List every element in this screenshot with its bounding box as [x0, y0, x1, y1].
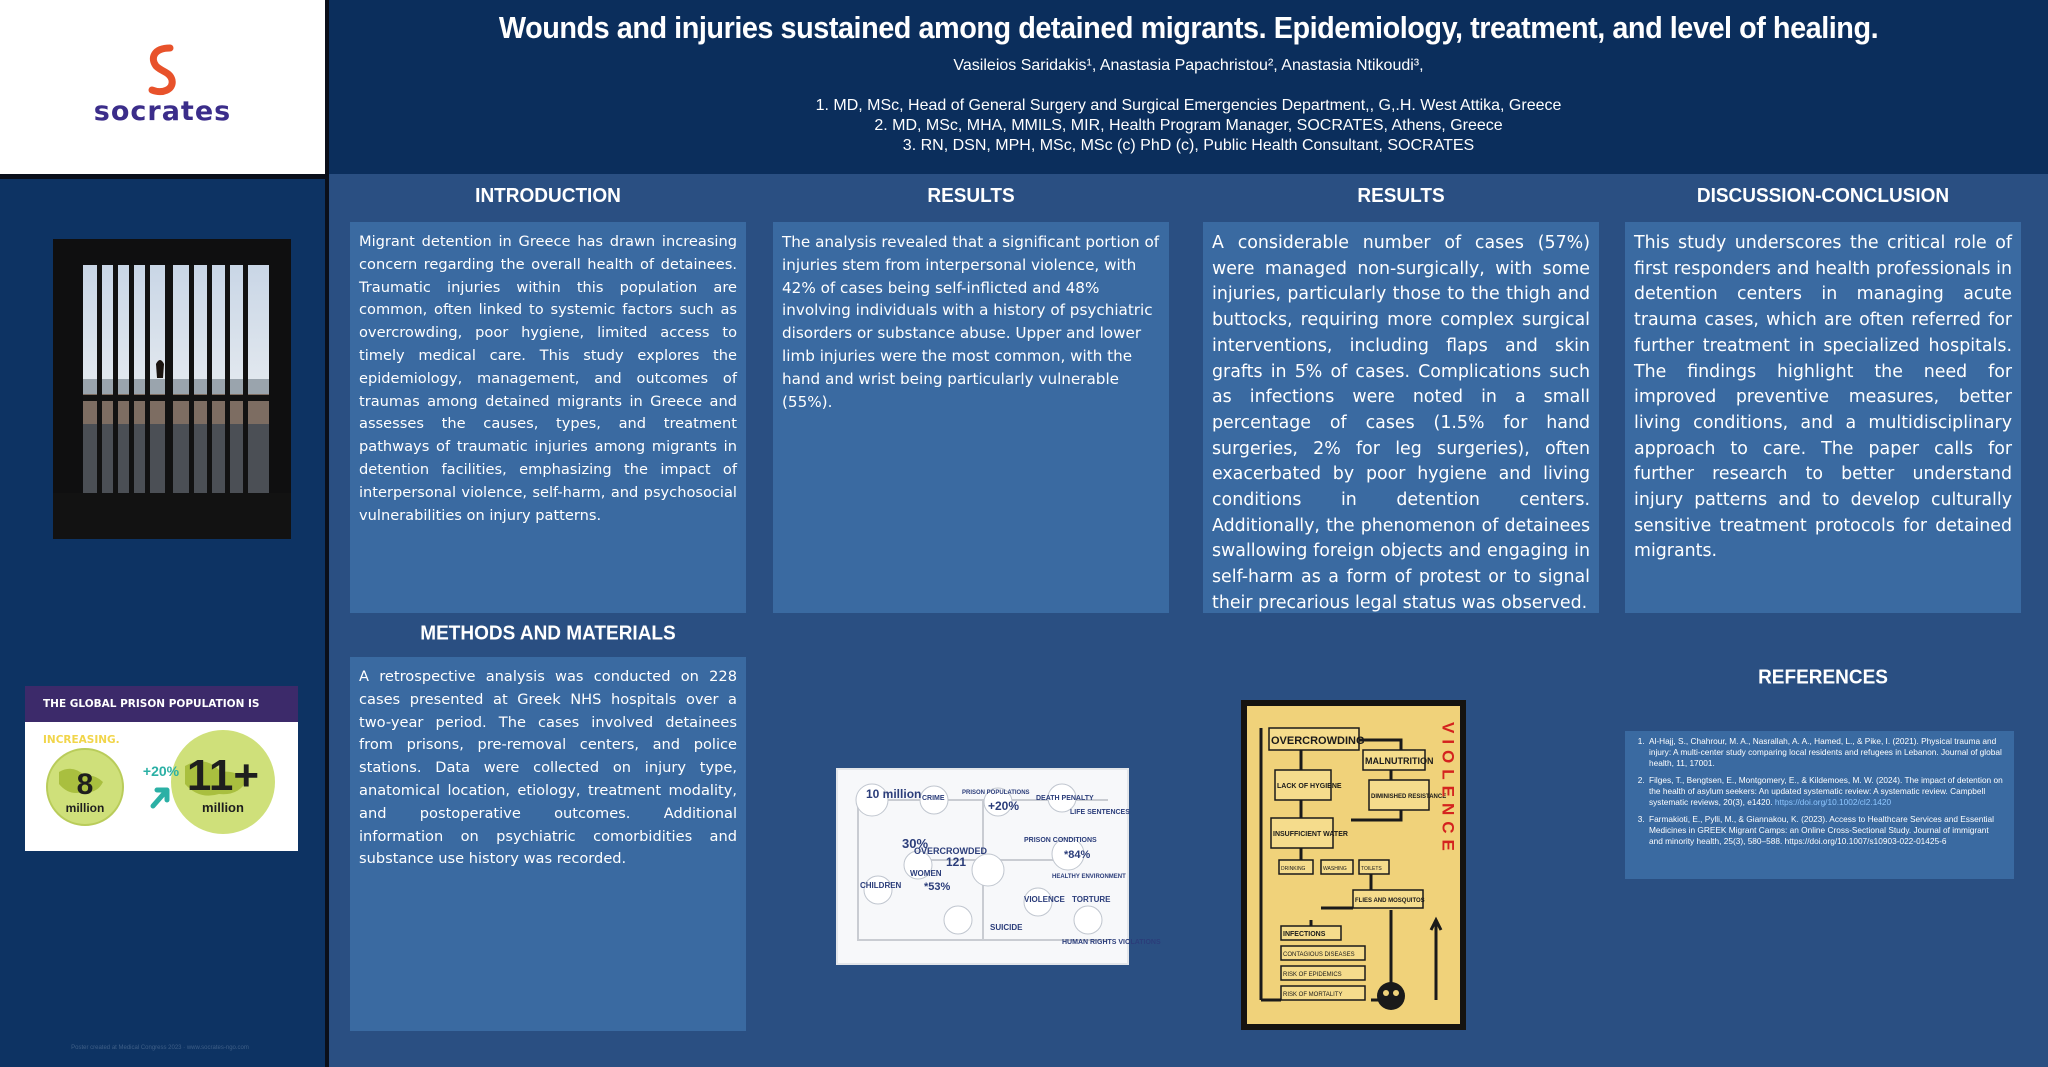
prison-population-infographic: [25, 686, 298, 851]
affiliation-1: 1. MD, MSc, Head of General Surgery and Surgical Emergencies Department,, G,.H. West Attika, Greece: [815, 97, 1562, 114]
info-121: 121: [946, 855, 967, 869]
after-value: 11+: [186, 751, 260, 800]
logo-panel: [0, 0, 325, 174]
poster-flies: FLIES AND MOSQUITOS: [1355, 898, 1425, 904]
references-list: [1647, 736, 2004, 853]
discussion-panel: [1625, 222, 2021, 613]
reference-item: 2. Filges, T., Bengtsen, E., Montgomery, E., & Kildemoes, M. W. (2024). The impact of detention on the health of asylum seekers: An updated systematic review: A systematic review. Campbell systematic reviews, 20(3), e1420. https://doi.org/10.1002/cl2.1420: [1647, 775, 2004, 808]
info-healthy-environment: HEALTHY ENVIRONMENT: [1052, 874, 1126, 880]
socrates-logo-icon: [140, 42, 184, 98]
info-53: *53%: [924, 881, 951, 893]
info-prison-conditions: PRISON CONDITIONS: [1024, 837, 1097, 844]
poster-risk-mortality: RISK OF MORTALITY: [1283, 992, 1343, 998]
introduction-panel: [350, 222, 746, 613]
info-torture: TORTURE: [1072, 895, 1111, 904]
results-text-1: The analysis revealed that a significant portion of injuries stem from interpersonal violence, with 42% of cases being self-inflicted and 48% involving individuals with a history of psychiatric disorders or substance abuse. Upper and lower limb injuries were the most common, with the hand and wrist being particularly vulnerable (55%).: [782, 233, 1160, 411]
poster-contagious: CONTAGIOUS DISEASES: [1283, 952, 1355, 958]
info-suicide: SUICIDE: [990, 923, 1023, 932]
globe-stats-graphic: [25, 722, 298, 851]
after-unit: million: [202, 800, 244, 815]
poster-lack-of-hygiene: LACK OF HYGIENE: [1277, 783, 1342, 790]
info-life-sentences: LIFE SENTENCES: [1070, 809, 1130, 816]
results-text-2: A considerable number of cases (57%) were managed non-surgically, with some injuries, particularly those to the thigh and buttocks, requiring more complex surgical interventions, including flaps and skin grafts in 5% of cases. Complications such as infections were noted in a small percentage of cases (1.5% for hand surgeries, 2% for leg surgeries), often exacerbated by poor hygiene and living conditions in detention centers. Additionally, the phenomenon of detainees swallowing foreign objects and engaging in self-harm as a form of protest or to signal their precarious legal status was observed.: [1212, 233, 1590, 613]
poster-header: [329, 0, 2048, 174]
info-prison-populations: PRISON POPULATIONS: [962, 790, 1030, 796]
logo-text: socrates: [93, 96, 232, 127]
divider-vertical: [325, 0, 329, 1067]
change-percent: +20%: [142, 763, 180, 779]
stat-heading: THE GLOBAL PRISON POPULATION IS INCREASING.: [25, 686, 298, 722]
prison-facts-infographic: [836, 768, 1161, 965]
introduction-heading: INTRODUCTION: [475, 185, 621, 208]
results-heading-2: RESULTS: [1357, 185, 1445, 208]
references-heading: REFERENCES: [1758, 666, 1888, 689]
affiliation-3: 3. RN, DSN, MPH, MSc, MSc (c) PhD (c), Public Health Consultant, SOCRATES: [902, 137, 1475, 154]
before-value: 8: [76, 768, 94, 801]
results-panel-1: [773, 222, 1169, 613]
discussion-heading: DISCUSSION-CONCLUSION: [1696, 185, 1950, 208]
methods-heading: METHODS AND MATERIALS: [420, 622, 676, 645]
info-human-rights: HUMAN RIGHTS VIOLATIONS: [1062, 939, 1161, 946]
poster-title: Wounds and injuries sustained among detained migrants. Epidemiology, treatment, and level of healing.: [498, 10, 1879, 45]
info-overcrowded: OVERCROWDED: [914, 846, 988, 856]
info-30: 30%: [902, 836, 929, 851]
poster-malnutrition: MALNUTRITION: [1365, 756, 1434, 766]
poster-toilets: TOILETS: [1361, 866, 1382, 872]
methods-text: A retrospective analysis was conducted on 228 cases presented at Greek NHS hospitals over a two-year period. The cases involved detainees from prisons, pre-removal centers, and police stations. Data were collected on injury type, anatomical location, etiology, treatment modality, and postoperative outcomes. Additional information on psychiatric comorbidities and substance use history was recorded.: [359, 668, 737, 868]
poster-infections: INFECTIONS: [1283, 931, 1326, 938]
sidebar-footnote: Poster created at Medical Congress 2023 · www.socrates-ngo.com: [71, 1045, 249, 1051]
poster-risk-epidemics: RISK OF EPIDEMICS: [1283, 972, 1342, 978]
info-20: +20%: [988, 799, 1020, 813]
info-death-penalty: DEATH PENALTY: [1036, 795, 1094, 802]
discussion-text: This study underscores the critical role of first responders and health professionals in detention centers in managing acute trauma cases, which are often referred for further treatment in specialized hospitals. The findings highlight the need for improved preventive measures, better living conditions, and a multidisciplinary approach to care. The paper calls for further research to better understand injury patterns and to develop culturally sensitive treatment protocols for detained migrants.: [1634, 233, 2012, 562]
info-10-million: 10 million: [866, 787, 922, 801]
methods-panel: [350, 657, 746, 1031]
info-84: *84%: [1064, 849, 1091, 861]
authors-line: Vasileios Saridakis¹, Anastasia Papachristou², Anastasia Ntikoudi³,: [953, 57, 1424, 74]
info-children: CHILDREN: [860, 881, 902, 890]
results-heading-1: RESULTS: [927, 185, 1015, 208]
info-crime: CRIME: [922, 795, 945, 802]
poster-overcrowding: OVERCROWDING: [1271, 735, 1365, 747]
reference-item: 3. Farmakioti, E., Pylli, M., & Giannakou, K. (2023). Access to Healthcare Services and Essential Medicines in GREEK Migrant Camps: an Online Cross-Sectional Study. Journal of immigrant and minority health, 25(3), 580–588. https://doi.org/10.1007/s10903-022-01425-6: [1647, 814, 2004, 847]
info-violence: VIOLENCE: [1024, 895, 1065, 904]
results-panel-2: [1203, 222, 1599, 613]
before-unit: million: [65, 801, 105, 815]
poster-diminished-resistance: DIMINISHED RESISTANCE: [1371, 794, 1447, 800]
reference-item: 1. Al-Hajj, S., Chahrour, M. A., Nasrallah, A. A., Hamed, L., & Pike, I. (2021). Physical trauma and injury: A multi-center study comparing local residents and refugees in Lebanon. Journal of global health, 11, 17001.: [1647, 736, 2004, 769]
references-panel: [1625, 731, 2014, 879]
introduction-text: Migrant detention in Greece has drawn increasing concern regarding the overall health of detainees. Traumatic injuries within this population are common, often linked to systemic factors such as overcrowding, poor hygiene, limited access to timely medical care. This study explores the epidemiology, management, and outcomes of traumas among detained migrants in Greece and assesses the causes, types, and treatment pathways of traumatic injuries among migrants in detention facilities, emphasizing the impact of interpersonal violence, self-harm, and psychosocial vulnerabilities on injury patterns.: [359, 233, 737, 524]
barred-window-photo: [53, 239, 291, 539]
poster-violence-word: VIOLENCE: [1438, 722, 1458, 857]
violence-diagram-poster: [1241, 700, 1466, 1030]
affiliation-2: 2. MD, MSc, MHA, MMILS, MIR, Health Program Manager, SOCRATES, Athens, Greece: [874, 117, 1503, 134]
poster-drinking: DRINKING: [1281, 866, 1306, 872]
info-women: WOMEN: [910, 869, 942, 878]
poster-washing: WASHING: [1323, 866, 1347, 872]
poster-insufficient-water: INSUFFICIENT WATER: [1273, 831, 1348, 838]
reference-doi-link[interactable]: https://doi.org/10.1002/cl2.1420: [1774, 797, 1892, 807]
